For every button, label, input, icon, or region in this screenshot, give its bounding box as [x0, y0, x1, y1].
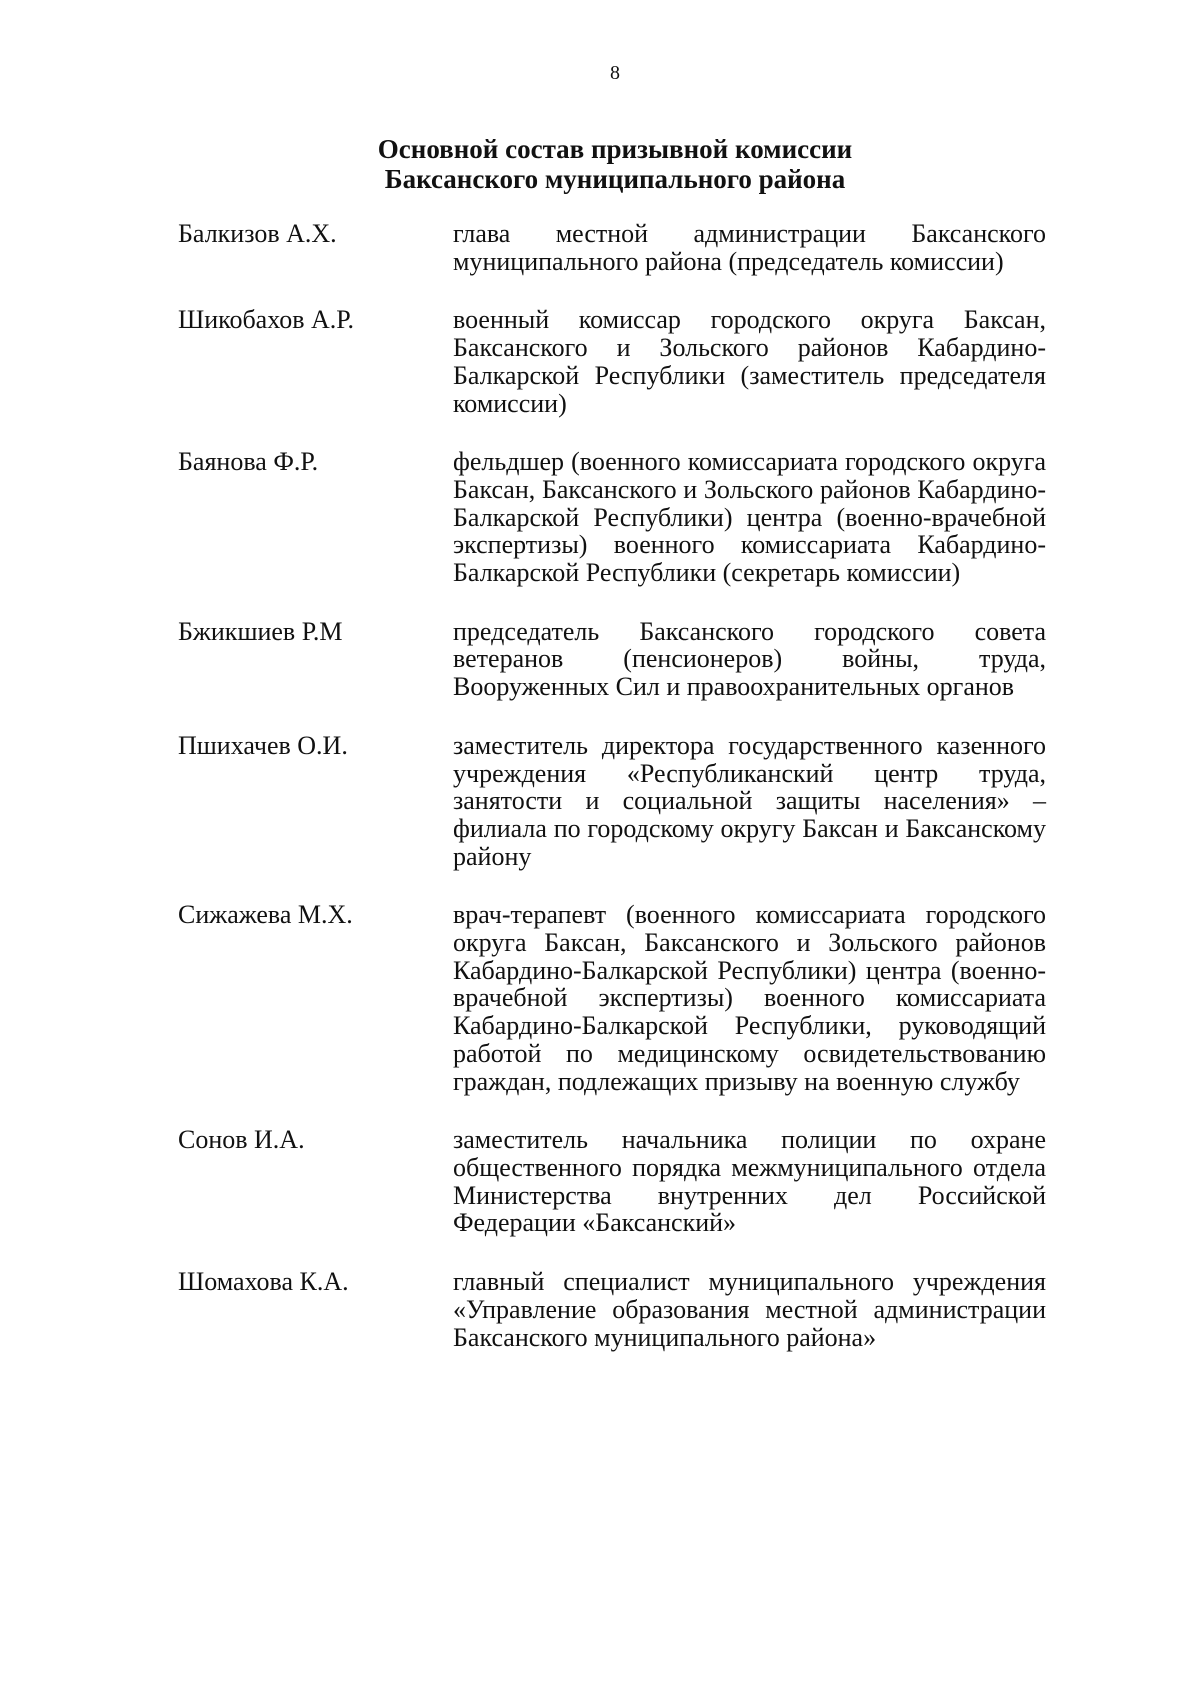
title-line-2: Баксанского муниципального района [384, 164, 846, 194]
member-role: главный специалист муниципального учреждения «Управление образования местной администрации Баксанского муниципального района» [453, 1267, 1046, 1352]
commission-member [178, 306, 1046, 417]
member-name: Баянова Ф.Р. [178, 447, 319, 477]
commission-member [178, 1126, 1046, 1237]
member-role: врач-терапевт (военного комиссариата городского округа Баксан, Баксанского и Зольского районов Кабардино-Балкарской Республики) центра (военно-врачебной экспертизы) военного комиссариата Кабардино-Балкарской Республики, руководящий работой по медицинскому освидетельствованию граждан, подлежащих призыву на военную службу [453, 900, 1046, 1096]
commission-member [178, 618, 1046, 701]
document-title [0, 134, 1200, 194]
member-role: военный комиссар городского округа Баксан, Баксанского и Зольского районов Кабардино-Балкарской Республики (заместитель председателя комиссии) [453, 305, 1046, 418]
member-role: глава местной администрации Баксанского муниципального района (председатель комиссии) [453, 219, 1046, 276]
member-name: Шикобахов А.Р. [178, 305, 354, 335]
member-name: Пшихачев О.И. [178, 730, 348, 760]
page-number: 8 [610, 62, 620, 84]
member-role: председатель Баксанского городского совета ветеранов (пенсионеров) войны, труда, Вооруженных Сил и правоохранительных органов [453, 616, 1046, 702]
member-role: заместитель начальника полиции по охране общественного порядка межмуниципального отдела Министерства внутренних дел Российской Федерации «Баксанский» [453, 1125, 1046, 1238]
commission-member [178, 732, 1046, 871]
title-line-1: Основной состав призывной комиссии [377, 134, 853, 164]
member-name: Сижажева М.Х. [178, 900, 353, 930]
member-name: Сонов И.А. [178, 1125, 305, 1155]
commission-member [178, 1268, 1046, 1351]
member-name: Шомахова К.А. [178, 1267, 349, 1297]
commission-member-list [178, 220, 1046, 1382]
member-name: Бжикшиев Р.М [178, 616, 343, 646]
member-role: заместитель директора государственного казенного учреждения «Республиканский центр труда, занятости и социальной защиты населения» – филиала по городскому округу Баксан и Баксанскому району [453, 730, 1046, 871]
commission-member [178, 901, 1046, 1095]
member-role: фельдшер (военного комиссариата городского округа Баксан, Баксанского и Зольского районов Кабардино-Балкарской Республики) центра (военно-врачебной экспертизы) военного комиссариата Кабардино-Балкарской Республики (секретарь комиссии) [453, 447, 1046, 588]
commission-member [178, 448, 1046, 587]
member-name: Балкизов А.Х. [178, 219, 337, 248]
commission-member [178, 220, 1046, 275]
